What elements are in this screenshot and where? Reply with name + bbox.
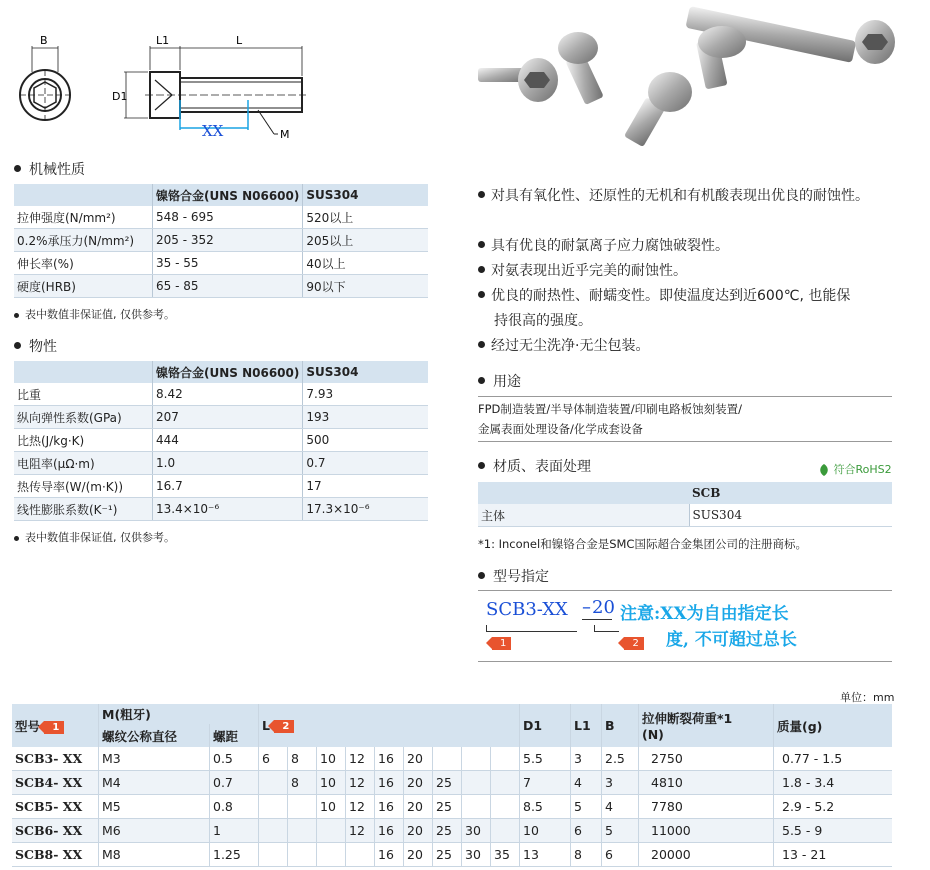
table-cell xyxy=(259,795,288,819)
spec-table: 型号 1 M(粗牙) L 2 D1 L1 B 拉伸断裂荷重*1 (N) 质量(g) 螺纹公称直径 螺距 SCB3- XX M3 0.5 6 8 10 12 16 20 5.5 3 2.5 2750 0.77 - 1.5 SCB4- XX M4 0.7 8 10 12 16 20 25 7 4 3 4810 1.8 - 3.4 SCB5- XX M5 0.8 10 12 16 20 25 8.5 5 4 7780 2.9 - 5.2 SCB6- XX M6 1 12 16 20 25 30 10 6 5 11000 5.5 - 9 SCB8- XX M8 1.25 16 20 25 30 35 13 8 6 20000 13 - 21 xyxy=(12,704,892,867)
usage-line-2: 金属表面处理设备/化学成套设备 xyxy=(478,422,643,436)
table-cell: 30 xyxy=(462,819,491,843)
unit-label: 单位：mm xyxy=(840,691,895,704)
material-table: SCB 主体 SUS304 xyxy=(478,482,892,527)
model-length: 20 xyxy=(592,597,615,618)
table-cell: 25 xyxy=(433,771,462,795)
table-cell: 7780 xyxy=(639,795,774,819)
table-cell xyxy=(288,843,317,867)
table-cell: 1.8 - 3.4 xyxy=(774,771,893,795)
table-cell: 2750 xyxy=(639,747,774,771)
table-row: 拉伸强度(N/mm²) 548 - 695 520以上 xyxy=(14,206,428,229)
table-cell: SCB5- XX xyxy=(12,795,99,819)
table-cell: 12 xyxy=(346,795,375,819)
table-cell: 8 xyxy=(571,843,602,867)
table-cell: SCB4- XX xyxy=(12,771,99,795)
table-row: 线性膨胀系数(K⁻¹) 13.4×10⁻⁶ 17.3×10⁻⁶ xyxy=(14,498,428,521)
product-photo xyxy=(460,0,900,160)
rohs-badge: 符合RoHS2 xyxy=(818,461,892,477)
usage-line-1: FPD制造装置/半导体制造装置/印刷电路板蚀刻装置/ xyxy=(478,402,743,416)
table-cell xyxy=(288,795,317,819)
table-cell xyxy=(491,771,520,795)
table-cell xyxy=(462,771,491,795)
table-cell: 20 xyxy=(404,747,433,771)
table-cell: 30 xyxy=(462,843,491,867)
table-cell: 8 xyxy=(288,747,317,771)
table-cell: 6 xyxy=(259,747,288,771)
table-cell: M6 xyxy=(99,819,210,843)
table-cell: 8 xyxy=(288,771,317,795)
table-cell: 4 xyxy=(571,771,602,795)
feature-4-cont: 持很高的强度。 xyxy=(494,313,592,329)
table-cell: 7 xyxy=(520,771,571,795)
table-cell: 10 xyxy=(317,771,346,795)
model-code: SCB3-XX xyxy=(486,599,568,620)
table-cell xyxy=(462,747,491,771)
table-cell: 12 xyxy=(346,819,375,843)
label-l1: L1 xyxy=(156,34,170,47)
material-title: 材质、表面处理 xyxy=(478,456,591,476)
table-cell xyxy=(259,771,288,795)
table-cell: 10 xyxy=(317,795,346,819)
screw-image-3 xyxy=(558,32,604,105)
table-cell: 25 xyxy=(433,795,462,819)
table-cell: 3 xyxy=(602,771,639,795)
table-cell xyxy=(317,843,346,867)
model-note-1: 注意:XX为自由指定长 xyxy=(620,604,789,624)
screw-image-4 xyxy=(624,72,692,147)
table-row: 伸长率(%) 35 - 55 40以上 xyxy=(14,252,428,275)
table-cell: 20 xyxy=(404,771,433,795)
label-m: M xyxy=(280,128,290,141)
table-cell xyxy=(346,843,375,867)
table-cell: 20000 xyxy=(639,843,774,867)
mech-table: 镍铬合金(UNS N06600) SUS304 拉伸强度(N/mm²) 548 - 695 520以上 0.2%承压力(N/mm²) 205 - 352 205以上 伸长率(%) 35 - 55 40以上 硬度(HRB) 65 - 85 90以下 xyxy=(14,184,428,298)
badge-2: 2 xyxy=(624,637,643,650)
table-cell xyxy=(259,819,288,843)
feature-2: 具有优良的耐氯离子应力腐蚀破裂性。 xyxy=(478,235,729,255)
bracket-2 xyxy=(594,625,619,632)
badge-1: 1 xyxy=(492,637,511,650)
model-underline xyxy=(582,619,612,620)
table-cell: SCB6- XX xyxy=(12,819,99,843)
table-cell: 6 xyxy=(571,819,602,843)
table-row xyxy=(12,819,892,843)
phys-note: 表中数值非保证值, 仅供参考。 xyxy=(14,529,175,545)
table-row xyxy=(12,843,892,867)
table-cell: 0.77 - 1.5 xyxy=(774,747,893,771)
table-cell xyxy=(317,819,346,843)
badge-1: 1 xyxy=(44,721,64,734)
table-cell: 8.5 xyxy=(520,795,571,819)
table-cell: 4810 xyxy=(639,771,774,795)
table-cell: 13 - 21 xyxy=(774,843,893,867)
table-cell: 11000 xyxy=(639,819,774,843)
model-dash: – xyxy=(582,597,591,618)
table-row: 热传导率(W/(m·K)) 16.7 17 xyxy=(14,475,428,498)
table-cell: 25 xyxy=(433,819,462,843)
label-d1: D1 xyxy=(112,90,128,103)
mech-title: 机械性质 xyxy=(14,159,85,179)
table-row: 电阻率(μΩ·m) 1.0 0.7 xyxy=(14,452,428,475)
table-cell xyxy=(433,747,462,771)
table-cell xyxy=(491,795,520,819)
feature-5: 经过无尘洗净·无尘包装。 xyxy=(478,335,649,355)
table-cell: 12 xyxy=(346,771,375,795)
table-cell: 16 xyxy=(375,819,404,843)
table-cell: M5 xyxy=(99,795,210,819)
table-cell: 25 xyxy=(433,843,462,867)
table-cell: 5 xyxy=(571,795,602,819)
table-row: 纵向弹性系数(GPa) 207 193 xyxy=(14,406,428,429)
feature-1: 对具有氧化性、还原性的无机和有机酸表现出优良的耐蚀性。 xyxy=(478,185,869,205)
table-row: 0.2%承压力(N/mm²) 205 - 352 205以上 xyxy=(14,229,428,252)
table-cell: 20 xyxy=(404,819,433,843)
table-cell: SCB3- XX xyxy=(12,747,99,771)
table-cell: 2.5 xyxy=(602,747,639,771)
table-cell: 16 xyxy=(375,795,404,819)
table-cell: 35 xyxy=(491,843,520,867)
phys-title: 物性 xyxy=(14,336,57,356)
table-cell: 10 xyxy=(520,819,571,843)
table-cell xyxy=(288,819,317,843)
table-cell: 1.25 xyxy=(210,843,259,867)
label-xx: XX xyxy=(202,122,224,140)
table-cell: 0.7 xyxy=(210,771,259,795)
table-row: 比热(J/kg·K) 444 500 xyxy=(14,429,428,452)
table-row: 主体 SUS304 xyxy=(478,504,892,527)
table-cell: 5.5 - 9 xyxy=(774,819,893,843)
table-cell: 20 xyxy=(404,843,433,867)
table-row xyxy=(12,747,892,771)
badge-2: 2 xyxy=(274,720,294,733)
table-cell xyxy=(259,843,288,867)
table-cell xyxy=(462,795,491,819)
table-cell: 5.5 xyxy=(520,747,571,771)
feature-3: 对氨表现出近乎完美的耐蚀性。 xyxy=(478,260,687,280)
table-cell xyxy=(491,819,520,843)
screw-drawing xyxy=(10,30,310,150)
label-b: B xyxy=(40,34,48,47)
table-cell: 0.8 xyxy=(210,795,259,819)
table-cell: 0.5 xyxy=(210,747,259,771)
table-cell: 16 xyxy=(375,843,404,867)
table-row xyxy=(12,795,892,819)
table-cell: M4 xyxy=(99,771,210,795)
usage-box xyxy=(478,396,892,442)
usage-title: 用途 xyxy=(478,371,521,391)
table-cell: 13 xyxy=(520,843,571,867)
feature-4: 优良的耐热性、耐蠕变性。即使温度达到近600℃, 也能保 xyxy=(478,285,850,305)
table-cell: 5 xyxy=(602,819,639,843)
model-title: 型号指定 xyxy=(478,566,549,586)
phys-table: 镍铬合金(UNS N06600) SUS304 比重 8.42 7.93 纵向弹性系数(GPa) 207 193 比热(J/kg·K) 444 500 电阻率(μΩ·m) 1.0 0.7 热传导率(W/(m·K)) 16.7 17 线性膨胀系数(K⁻¹) 13.4×10⁻⁶ 17.3×10⁻⁶ xyxy=(14,361,428,521)
table-cell: 2.9 - 5.2 xyxy=(774,795,893,819)
table-row: 比重 8.42 7.93 xyxy=(14,383,428,406)
table-cell: 1 xyxy=(210,819,259,843)
table-cell xyxy=(491,747,520,771)
table-cell: 6 xyxy=(602,843,639,867)
mech-note: 表中数值非保证值, 仅供参考。 xyxy=(14,306,175,322)
bracket-1 xyxy=(486,625,577,632)
model-note-2: 度, 不可超过总长 xyxy=(666,630,797,650)
table-row: 硬度(HRB) 65 - 85 90以下 xyxy=(14,275,428,298)
screw-image-2 xyxy=(478,58,558,102)
leaf-icon xyxy=(818,463,830,477)
table-cell: M8 xyxy=(99,843,210,867)
table-cell: 3 xyxy=(571,747,602,771)
footnote: *1: Inconel和镍铬合金是SMC国际超合金集团公司的注册商标。 xyxy=(478,537,807,551)
screw-image-5 xyxy=(696,26,746,89)
table-cell: 16 xyxy=(375,747,404,771)
table-cell: 20 xyxy=(404,795,433,819)
table-cell: 10 xyxy=(317,747,346,771)
table-cell: 4 xyxy=(602,795,639,819)
table-cell: 12 xyxy=(346,747,375,771)
table-row xyxy=(12,771,892,795)
model-code-area xyxy=(478,590,892,662)
table-cell: M3 xyxy=(99,747,210,771)
table-cell: 16 xyxy=(375,771,404,795)
label-l: L xyxy=(236,34,243,47)
table-cell: SCB8- XX xyxy=(12,843,99,867)
